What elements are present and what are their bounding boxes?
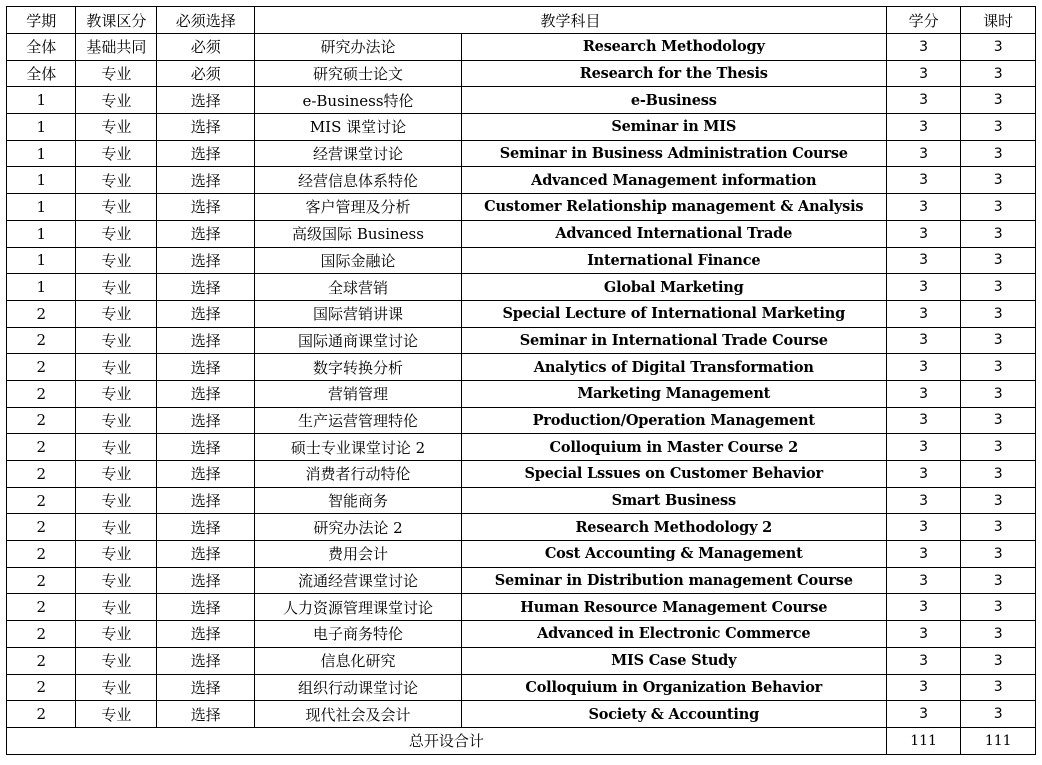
cell-category: 专业 [76,300,157,327]
cell-category: 专业 [76,514,157,541]
cell-type: 选择 [157,407,255,434]
cell-subject-cn: e-Business特伦 [255,87,461,114]
table-row [7,60,1036,87]
cell-credits: 3 [886,354,961,381]
cell-subject-cn: MIS 课堂讨论 [255,114,461,141]
cell-credits: 3 [886,487,961,514]
cell-subject-en: Colloquium in Organization Behavior [461,674,886,701]
cell-semester: 2 [7,407,76,434]
header-subject: 教学科目 [255,7,887,34]
table-row [7,621,1036,648]
cell-category: 专业 [76,594,157,621]
cell-credits: 3 [886,60,961,87]
cell-type: 选择 [157,300,255,327]
cell-credits: 3 [886,594,961,621]
cell-type: 选择 [157,114,255,141]
cell-semester: 1 [7,167,76,194]
cell-type: 选择 [157,87,255,114]
cell-category: 专业 [76,247,157,274]
cell-credits: 3 [886,674,961,701]
cell-category: 专业 [76,354,157,381]
cell-semester: 1 [7,140,76,167]
table-row [7,87,1036,114]
cell-semester: 2 [7,300,76,327]
cell-subject-cn: 人力资源管理课堂讨论 [255,594,461,621]
cell-subject-en: Cost Accounting & Management [461,541,886,568]
cell-hours: 3 [961,220,1036,247]
cell-type: 选择 [157,487,255,514]
cell-category: 专业 [76,487,157,514]
cell-category: 基础共同 [76,34,157,61]
cell-subject-cn: 费用会计 [255,541,461,568]
total-label: 总开设合计 [7,727,887,754]
cell-subject-cn: 信息化研究 [255,647,461,674]
cell-semester: 2 [7,567,76,594]
cell-credits: 3 [886,140,961,167]
cell-semester: 2 [7,354,76,381]
cell-hours: 3 [961,140,1036,167]
table-row [7,434,1036,461]
table-row [7,487,1036,514]
cell-subject-cn: 国际通商课堂讨论 [255,327,461,354]
cell-hours: 3 [961,594,1036,621]
cell-hours: 3 [961,434,1036,461]
cell-type: 选择 [157,674,255,701]
table-row [7,194,1036,221]
cell-credits: 3 [886,407,961,434]
cell-subject-en: Global Marketing [461,274,886,301]
cell-credits: 3 [886,34,961,61]
header-hours: 课时 [961,7,1036,34]
cell-hours: 3 [961,461,1036,488]
cell-semester: 全体 [7,60,76,87]
cell-hours: 3 [961,407,1036,434]
cell-hours: 3 [961,327,1036,354]
cell-hours: 3 [961,701,1036,728]
cell-semester: 1 [7,274,76,301]
cell-hours: 3 [961,247,1036,274]
cell-type: 选择 [157,167,255,194]
cell-subject-cn: 现代社会及会计 [255,701,461,728]
cell-credits: 3 [886,567,961,594]
cell-type: 选择 [157,354,255,381]
cell-subject-en: Special Lecture of International Marketing [461,300,886,327]
cell-category: 专业 [76,327,157,354]
cell-category: 专业 [76,541,157,568]
cell-semester: 2 [7,514,76,541]
cell-type: 选择 [157,567,255,594]
cell-semester: 2 [7,541,76,568]
table-row [7,274,1036,301]
cell-category: 专业 [76,701,157,728]
cell-credits: 3 [886,541,961,568]
cell-category: 专业 [76,434,157,461]
cell-subject-cn: 硕士专业课堂讨论 2 [255,434,461,461]
header-semester: 学期 [7,7,76,34]
cell-subject-en: Marketing Management [461,380,886,407]
cell-type: 必须 [157,60,255,87]
cell-subject-en: Colloquium in Master Course 2 [461,434,886,461]
cell-category: 专业 [76,621,157,648]
table-row [7,220,1036,247]
cell-credits: 3 [886,461,961,488]
table-row [7,114,1036,141]
cell-category: 专业 [76,140,157,167]
cell-subject-cn: 国际金融论 [255,247,461,274]
cell-subject-en: Research for the Thesis [461,60,886,87]
table-row [7,34,1036,61]
table-row [7,541,1036,568]
cell-subject-en: MIS Case Study [461,647,886,674]
cell-category: 专业 [76,567,157,594]
cell-subject-en: Seminar in Business Administration Course [461,140,886,167]
cell-semester: 2 [7,621,76,648]
cell-category: 专业 [76,60,157,87]
cell-hours: 3 [961,167,1036,194]
cell-subject-en: Smart Business [461,487,886,514]
cell-credits: 3 [886,701,961,728]
cell-type: 选择 [157,140,255,167]
cell-hours: 3 [961,60,1036,87]
cell-credits: 3 [886,220,961,247]
cell-hours: 3 [961,380,1036,407]
cell-hours: 3 [961,300,1036,327]
cell-subject-cn: 国际营销讲课 [255,300,461,327]
cell-subject-en: Advanced International Trade [461,220,886,247]
cell-hours: 3 [961,621,1036,648]
cell-credits: 3 [886,87,961,114]
cell-subject-cn: 研究办法论 [255,34,461,61]
cell-subject-cn: 生产运营管理特伦 [255,407,461,434]
header-category: 教课区分 [76,7,157,34]
cell-semester: 1 [7,220,76,247]
cell-subject-en: Seminar in MIS [461,114,886,141]
cell-type: 选择 [157,461,255,488]
cell-type: 选择 [157,194,255,221]
cell-category: 专业 [76,674,157,701]
cell-type: 选择 [157,647,255,674]
cell-subject-en: Seminar in Distribution management Course [461,567,886,594]
cell-credits: 3 [886,114,961,141]
table-row [7,567,1036,594]
cell-hours: 3 [961,674,1036,701]
total-hours: 111 [961,727,1036,754]
cell-category: 专业 [76,87,157,114]
cell-category: 专业 [76,114,157,141]
cell-hours: 3 [961,647,1036,674]
cell-subject-cn: 数字转换分析 [255,354,461,381]
cell-subject-cn: 组织行动课堂讨论 [255,674,461,701]
cell-subject-en: Research Methodology 2 [461,514,886,541]
cell-subject-cn: 研究办法论 2 [255,514,461,541]
cell-subject-en: Analytics of Digital Transformation [461,354,886,381]
cell-hours: 3 [961,274,1036,301]
cell-hours: 3 [961,541,1036,568]
table-row [7,167,1036,194]
cell-subject-cn: 消费者行动特伦 [255,461,461,488]
cell-credits: 3 [886,647,961,674]
cell-credits: 3 [886,247,961,274]
cell-semester: 1 [7,247,76,274]
cell-type: 选择 [157,274,255,301]
cell-subject-en: Society & Accounting [461,701,886,728]
cell-subject-en: Seminar in International Trade Course [461,327,886,354]
cell-category: 专业 [76,220,157,247]
cell-subject-cn: 经营信息体系特伦 [255,167,461,194]
table-row [7,514,1036,541]
cell-credits: 3 [886,327,961,354]
cell-category: 专业 [76,407,157,434]
cell-type: 选择 [157,621,255,648]
cell-hours: 3 [961,194,1036,221]
cell-hours: 3 [961,567,1036,594]
cell-subject-en: e-Business [461,87,886,114]
cell-category: 专业 [76,274,157,301]
cell-subject-cn: 营销管理 [255,380,461,407]
cell-hours: 3 [961,487,1036,514]
cell-subject-en: Advanced in Electronic Commerce [461,621,886,648]
cell-subject-en: Customer Relationship management & Analysis [461,194,886,221]
cell-credits: 3 [886,274,961,301]
cell-subject-en: Special Lssues on Customer Behavior [461,461,886,488]
table-row [7,354,1036,381]
cell-hours: 3 [961,114,1036,141]
cell-hours: 3 [961,87,1036,114]
cell-semester: 2 [7,701,76,728]
cell-subject-cn: 客户管理及分析 [255,194,461,221]
table-row [7,594,1036,621]
table-row [7,674,1036,701]
cell-type: 必须 [157,34,255,61]
cell-subject-cn: 经营课堂讨论 [255,140,461,167]
cell-subject-cn: 全球营销 [255,274,461,301]
cell-semester: 2 [7,327,76,354]
header-row [7,7,1036,34]
cell-credits: 3 [886,194,961,221]
cell-type: 选择 [157,514,255,541]
cell-credits: 3 [886,300,961,327]
cell-subject-cn: 智能商务 [255,487,461,514]
cell-category: 专业 [76,167,157,194]
table-row [7,647,1036,674]
cell-credits: 3 [886,514,961,541]
cell-subject-cn: 研究硕士论文 [255,60,461,87]
cell-semester: 2 [7,674,76,701]
cell-credits: 3 [886,380,961,407]
table-row [7,327,1036,354]
cell-subject-en: Research Methodology [461,34,886,61]
total-row [7,727,1036,754]
cell-category: 专业 [76,194,157,221]
cell-semester: 1 [7,114,76,141]
cell-semester: 2 [7,461,76,488]
table-row [7,247,1036,274]
cell-subject-en: Advanced Management information [461,167,886,194]
cell-semester: 2 [7,434,76,461]
cell-type: 选择 [157,434,255,461]
cell-subject-en: Production/Operation Management [461,407,886,434]
cell-category: 专业 [76,647,157,674]
cell-semester: 1 [7,87,76,114]
cell-subject-en: Human Resource Management Course [461,594,886,621]
course-list [7,34,1036,728]
cell-category: 专业 [76,380,157,407]
cell-credits: 3 [886,434,961,461]
cell-semester: 2 [7,380,76,407]
cell-hours: 3 [961,354,1036,381]
cell-category: 专业 [76,461,157,488]
cell-type: 选择 [157,701,255,728]
cell-semester: 2 [7,647,76,674]
table-row [7,407,1036,434]
cell-type: 选择 [157,220,255,247]
total-credits: 111 [886,727,961,754]
cell-hours: 3 [961,514,1036,541]
cell-type: 选择 [157,541,255,568]
table-row [7,380,1036,407]
cell-type: 选择 [157,594,255,621]
table-row [7,140,1036,167]
cell-subject-en: International Finance [461,247,886,274]
table-row [7,461,1036,488]
header-type: 必须选择 [157,7,255,34]
cell-credits: 3 [886,167,961,194]
cell-semester: 1 [7,194,76,221]
cell-type: 选择 [157,327,255,354]
cell-credits: 3 [886,621,961,648]
table-row [7,701,1036,728]
cell-semester: 2 [7,487,76,514]
cell-subject-cn: 电子商务特伦 [255,621,461,648]
cell-semester: 2 [7,594,76,621]
cell-type: 选择 [157,380,255,407]
table-row [7,300,1036,327]
cell-subject-cn: 高级国际 Business [255,220,461,247]
header-credits: 学分 [886,7,961,34]
cell-subject-cn: 流通经营课堂讨论 [255,567,461,594]
curriculum-table [6,6,1036,755]
cell-semester: 全体 [7,34,76,61]
cell-type: 选择 [157,247,255,274]
cell-hours: 3 [961,34,1036,61]
